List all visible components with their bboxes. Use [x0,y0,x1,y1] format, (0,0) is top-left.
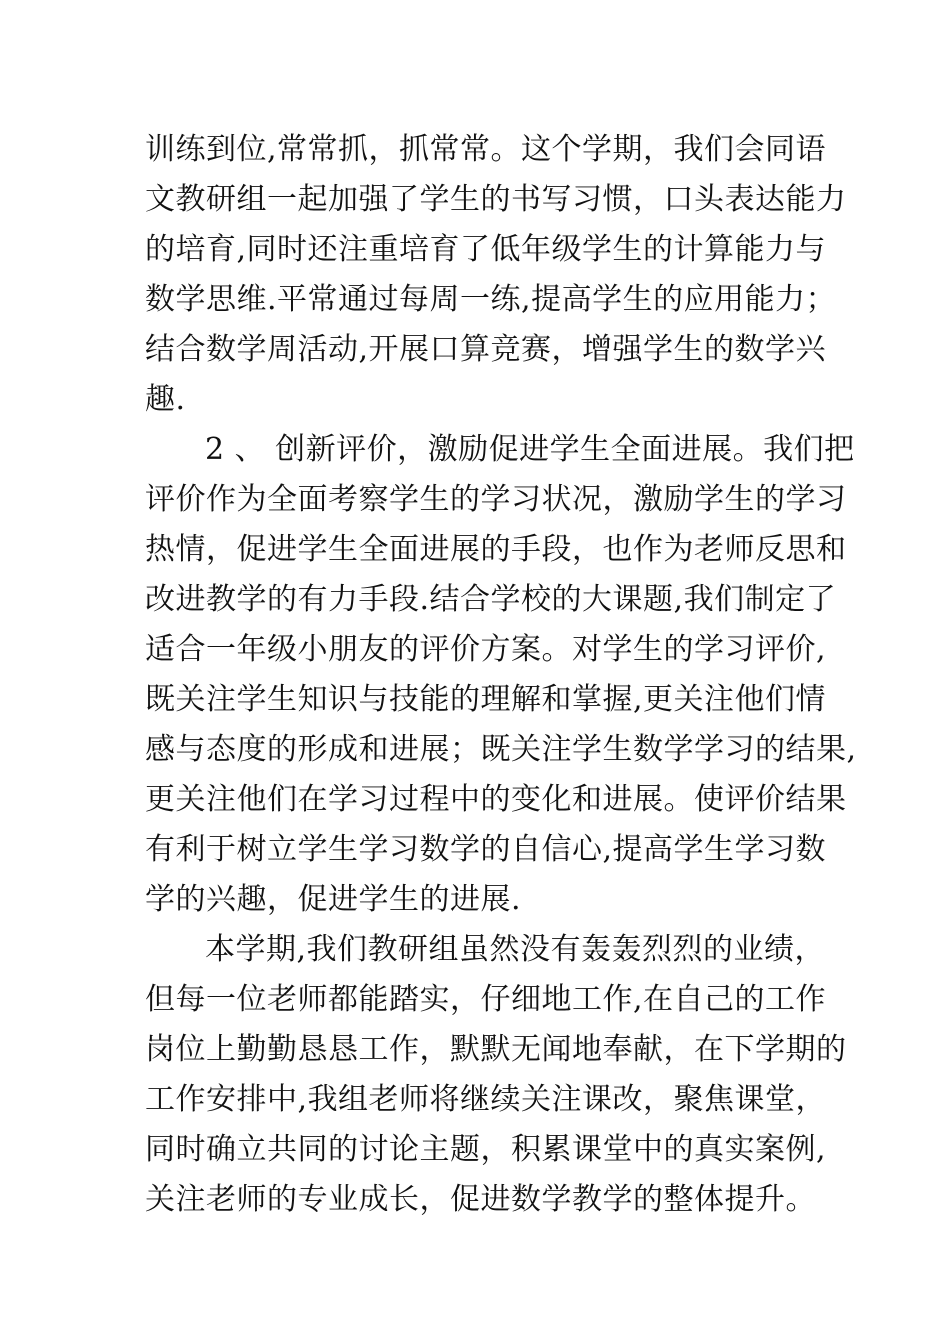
paragraph-2-line-8: 更关注他们在学习过程中的变化和进展。使评价结果 [145,782,847,817]
paragraph-1-line-6: 趣. [145,382,186,417]
paragraph-3-line-4: 工作安排中,我组老师将继续关注课改，聚焦课堂， [145,1082,827,1117]
paragraph-2-line-5: 适合一年级小朋友的评价方案。对学生的学习评价, [145,632,827,667]
paragraph-3-line-1: 本学期,我们教研组虽然没有轰轰烈烈的业绩， [205,932,826,967]
paragraph-3-line-5: 同时确立共同的讨论主题，积累课堂中的真实案例, [145,1132,827,1167]
paragraph-1-line-1: 训练到位,常常抓，抓常常。这个学期，我们会同语 [145,132,827,167]
paragraph-1-line-4: 数学思维.平常通过每周一练,提高学生的应用能力； [145,282,837,317]
paragraph-2-line-10: 学的兴趣，促进学生的进展. [145,882,522,917]
paragraph-3-line-3: 岗位上勤勤恳恳工作，默默无闻地奉献，在下学期的 [145,1032,847,1067]
paragraph-2-line-3: 热情，促进学生全面进展的手段，也作为老师反思和 [145,532,847,567]
paragraph-2-line-1: 2 、 创新评价，激励促进学生全面进展。我们把 [205,432,855,467]
paragraph-2-line-7: 感与态度的形成和进展；既关注学生数学学习的结果, [145,732,857,767]
paragraph-1-line-3: 的培育,同时还注重培育了低年级学生的计算能力与 [145,232,827,267]
paragraph-2-line-9: 有利于树立学生学习数学的自信心,提高学生学习数 [145,832,827,867]
paragraph-2-line-2: 评价作为全面考察学生的学习状况，激励学生的学习 [145,482,847,517]
paragraph-3-line-2: 但每一位老师都能踏实，仔细地工作,在自己的工作 [145,982,827,1017]
paragraph-3-line-6: 关注老师的专业成长，促进数学教学的整体提升。 [145,1182,816,1217]
paragraph-2-line-4: 改进教学的有力手段.结合学校的大课题,我们制定了 [145,582,837,617]
paragraph-2-line-6: 既关注学生知识与技能的理解和掌握,更关注他们情 [145,682,827,717]
paragraph-1-line-5: 结合数学周活动,开展口算竞赛，增强学生的数学兴 [145,332,827,367]
paragraph-1-line-2: 文教研组一起加强了学生的书写习惯，口头表达能力 [145,182,847,217]
